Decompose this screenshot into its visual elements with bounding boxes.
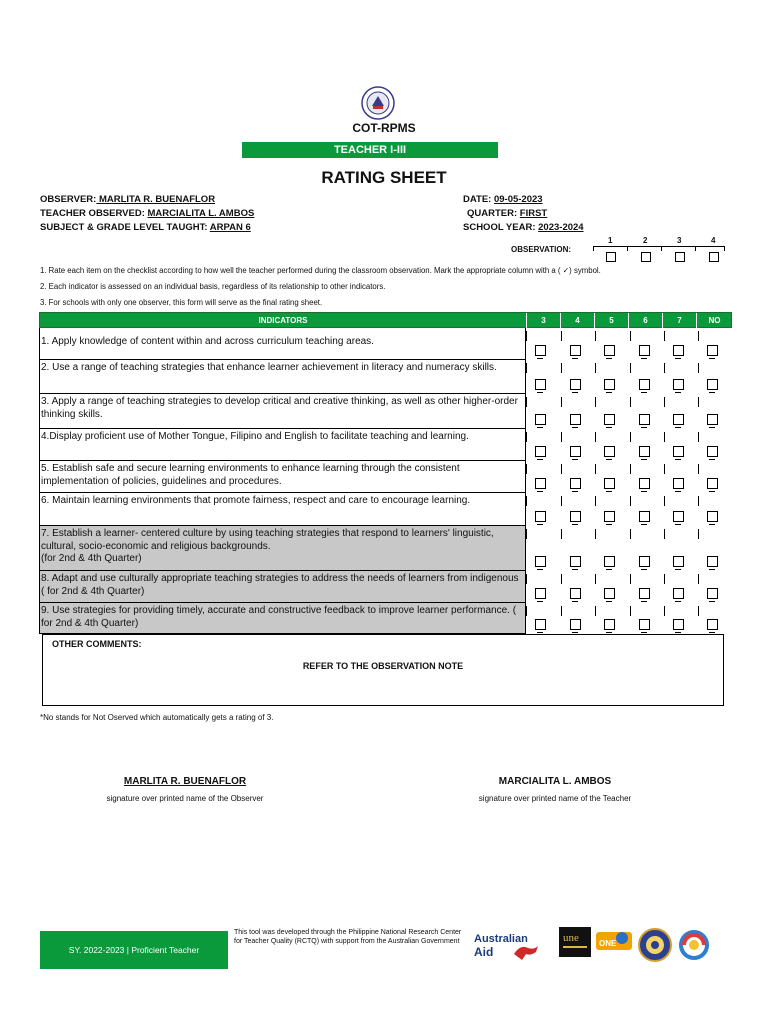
rating-checkbox-row7-col-no[interactable] — [707, 556, 718, 567]
observer-signature-role: signature over printed name of the Observer — [106, 794, 264, 803]
rating-checkbox-row1-col-4[interactable] — [570, 345, 581, 356]
rating-checkbox-row2-col-6[interactable] — [639, 379, 650, 390]
rating-checkbox-underline — [572, 491, 578, 492]
credit-text: This tool was developed through the Philippine National Research Center for Teacher Quality (RCTQ) with support from the Australian Government — [234, 929, 462, 945]
observation-divider — [661, 246, 662, 251]
rating-cell-divider — [561, 574, 562, 584]
rating-checkbox-underline — [675, 524, 681, 525]
school-year-value: 2023-2024 — [538, 222, 584, 233]
rating-checkbox-underline — [641, 459, 647, 460]
indicator-row-8 — [39, 571, 526, 603]
rating-checkbox-underline — [709, 427, 715, 428]
rating-cell-divider — [664, 397, 665, 407]
rating-cell-divider — [664, 464, 665, 474]
rating-checkbox-row1-col-3[interactable] — [535, 345, 546, 356]
rating-checkbox-row8-col-5[interactable] — [604, 588, 615, 599]
rating-checkbox-row5-col-5[interactable] — [604, 478, 615, 489]
date-label: DATE: — [463, 194, 494, 205]
observation-4-checkbox[interactable] — [709, 252, 719, 262]
teacher-line — [40, 208, 254, 219]
deped-seal-logo — [361, 86, 395, 120]
instruction-2: 2. Each indicator is assessed on an individual basis, regardless of its relationship to other indicators. — [40, 282, 386, 291]
observation-divider — [627, 246, 628, 251]
rating-checkbox-row2-col-5[interactable] — [604, 379, 615, 390]
indicator-text-4: 4.Display proficient use of Mother Tongue, Filipino and English to facilitate teaching and learning. — [41, 431, 469, 442]
rating-cell-divider — [698, 496, 699, 506]
rating-cell-divider — [561, 397, 562, 407]
indicator-row-6 — [39, 493, 526, 526]
rating-checkbox-underline — [709, 524, 715, 525]
rating-checkbox-row9-col-7[interactable] — [673, 619, 684, 630]
teacher-signature-role: signature over printed name of the Teacher — [478, 794, 632, 803]
comments-label: OTHER COMMENTS: — [52, 639, 142, 649]
rating-checkbox-row9-col-3[interactable] — [535, 619, 546, 630]
rating-checkbox-row3-col-3[interactable] — [535, 414, 546, 425]
column-header-no: NO — [708, 316, 721, 325]
quarter-value: FIRST — [519, 208, 548, 219]
rating-checkbox-row4-col-6[interactable] — [639, 446, 650, 457]
rating-checkbox-row9-col-no[interactable] — [707, 619, 718, 630]
rating-checkbox-row9-col-5[interactable] — [604, 619, 615, 630]
rating-checkbox-row5-col-4[interactable] — [570, 478, 581, 489]
rating-cell-divider — [698, 529, 699, 539]
rating-checkbox-row9-col-4[interactable] — [570, 619, 581, 630]
rating-checkbox-row3-col-no[interactable] — [707, 414, 718, 425]
observation-3-checkbox[interactable] — [675, 252, 685, 262]
rating-checkbox-row3-col-4[interactable] — [570, 414, 581, 425]
rating-checkbox-row3-col-6[interactable] — [639, 414, 650, 425]
rating-checkbox-underline — [537, 392, 543, 393]
page-title: RATING SHEET — [321, 168, 447, 187]
rating-checkbox-underline — [606, 427, 612, 428]
rating-checkbox-underline — [641, 392, 647, 393]
rating-checkbox-row1-col-5[interactable] — [604, 345, 615, 356]
rating-checkbox-underline — [641, 524, 647, 525]
rating-checkbox-underline — [537, 491, 543, 492]
rating-checkbox-row2-col-3[interactable] — [535, 379, 546, 390]
indicator-row-5 — [39, 461, 526, 493]
rating-cell-divider — [526, 496, 527, 506]
svg-text:Aid: Aid — [474, 945, 494, 959]
rating-checkbox-underline — [606, 569, 612, 570]
rating-checkbox-underline — [641, 427, 647, 428]
indicator-text-3: 3. Apply a range of teaching strategies to develop critical and creative thinking, as well as other higher-order thinking skills. — [41, 396, 518, 420]
instruction-3: 3. For schools with only one observer, this form will serve as the final rating sheet. — [40, 298, 323, 307]
rating-checkbox-row6-col-6[interactable] — [639, 511, 650, 522]
rating-checkbox-underline — [709, 459, 715, 460]
rating-cell-divider — [664, 529, 665, 539]
rating-checkbox-underline — [606, 601, 612, 602]
rating-cell-divider — [526, 574, 527, 584]
rating-cell-divider — [595, 496, 596, 506]
subject-line — [40, 222, 251, 233]
rating-checkbox-underline — [675, 358, 681, 359]
rating-cell-divider — [526, 331, 527, 341]
rating-checkbox-row9-col-6[interactable] — [639, 619, 650, 630]
rating-checkbox-underline — [675, 427, 681, 428]
observation-1-checkbox[interactable] — [606, 252, 616, 262]
rating-cell-divider — [664, 606, 665, 616]
australian-aid-logo — [474, 930, 550, 960]
rating-cell-divider — [698, 574, 699, 584]
rating-cell-divider — [630, 432, 631, 442]
rating-checkbox-underline — [572, 358, 578, 359]
rating-checkbox-underline — [709, 358, 715, 359]
quarter-line — [467, 208, 547, 219]
svg-text:ONE: ONE — [599, 939, 617, 948]
rating-checkbox-underline — [537, 569, 543, 570]
rating-checkbox-underline — [709, 491, 715, 492]
rating-checkbox-underline — [606, 632, 612, 633]
rating-checkbox-underline — [572, 427, 578, 428]
rating-checkbox-row2-col-no[interactable] — [707, 379, 718, 390]
observer-label: OBSERVER: — [40, 194, 97, 205]
rating-checkbox-underline — [572, 459, 578, 460]
indicator-text-1: 1. Apply knowledge of content within and across curriculum teaching areas. — [41, 336, 374, 347]
rating-checkbox-underline — [606, 459, 612, 460]
rating-checkbox-row4-col-5[interactable] — [604, 446, 615, 457]
rating-checkbox-row5-col-6[interactable] — [639, 478, 650, 489]
rating-checkbox-underline — [709, 632, 715, 633]
indicator-row-1 — [39, 328, 526, 360]
rating-cell-divider — [630, 606, 631, 616]
comments-body: REFER TO THE OBSERVATION NOTE — [302, 661, 464, 671]
rating-cell-divider — [561, 363, 562, 373]
rating-checkbox-row2-col-7[interactable] — [673, 379, 684, 390]
rating-cell-divider — [664, 574, 665, 584]
une-logo — [559, 927, 591, 957]
table-header — [39, 312, 732, 328]
observation-divider — [695, 246, 696, 251]
rating-checkbox-underline — [641, 569, 647, 570]
rating-checkbox-underline — [572, 569, 578, 570]
rating-cell-divider — [664, 496, 665, 506]
rating-checkbox-underline — [572, 392, 578, 393]
observation-divider — [724, 246, 725, 251]
rating-cell-divider — [526, 529, 527, 539]
rating-cell-divider — [664, 432, 665, 442]
rating-cell-divider — [595, 529, 596, 539]
indicator-text-2: 2. Use a range of teaching strategies that enhance learner achievement in literacy and numeracy skills. — [41, 362, 497, 373]
school-year-label: SCHOOL YEAR: — [463, 222, 539, 233]
indicator-row-2 — [39, 360, 526, 394]
rctq-logo — [676, 930, 712, 960]
rating-checkbox-underline — [606, 392, 612, 393]
rating-checkbox-underline — [537, 358, 543, 359]
rating-cell-divider — [561, 432, 562, 442]
rating-cell-divider — [595, 397, 596, 407]
rating-checkbox-row5-col-no[interactable] — [707, 478, 718, 489]
rating-checkbox-underline — [606, 358, 612, 359]
rating-checkbox-row8-col-6[interactable] — [639, 588, 650, 599]
rating-checkbox-underline — [641, 358, 647, 359]
column-header-6: 6 — [629, 313, 663, 329]
rating-checkbox-row7-col-6[interactable] — [639, 556, 650, 567]
date-line — [463, 194, 543, 205]
rating-checkbox-row5-col-3[interactable] — [535, 478, 546, 489]
rating-cell-divider — [526, 606, 527, 616]
indicator-text-5: 5. Establish safe and secure learning environments to enhance learning through the consistent implementation of policies, guidelines and procedures. — [41, 463, 460, 487]
rating-checkbox-row8-col-no[interactable] — [707, 588, 718, 599]
rating-cell-divider — [698, 432, 699, 442]
rating-checkbox-underline — [641, 632, 647, 633]
indicator-text-9: 9. Use strategies for providing timely, accurate and constructive feedback to improve learner performance. ( for 2nd & 4th Quarter) — [41, 605, 517, 629]
rating-cell-divider — [630, 496, 631, 506]
rating-checkbox-underline — [675, 491, 681, 492]
rating-cell-divider — [698, 606, 699, 616]
rating-checkbox-row7-col-4[interactable] — [570, 556, 581, 567]
rating-checkbox-underline — [641, 601, 647, 602]
indicator-row-9 — [39, 603, 526, 634]
rating-checkbox-row7-col-5[interactable] — [604, 556, 615, 567]
rating-checkbox-underline — [537, 427, 543, 428]
rating-checkbox-row6-col-5[interactable] — [604, 511, 615, 522]
rating-checkbox-underline — [572, 601, 578, 602]
rating-checkbox-row8-col-7[interactable] — [673, 588, 684, 599]
svg-text:une: une — [563, 932, 579, 944]
quarter-label: QUARTER: — [467, 208, 520, 219]
rating-checkbox-underline — [606, 491, 612, 492]
rating-cell-divider — [630, 529, 631, 539]
rating-checkbox-row6-col-4[interactable] — [570, 511, 581, 522]
rating-cell-divider — [561, 529, 562, 539]
rating-cell-divider — [630, 464, 631, 474]
indicator-row-3 — [39, 394, 526, 429]
observer-line — [40, 194, 215, 205]
rating-checkbox-row7-col-3[interactable] — [535, 556, 546, 567]
comments-box — [42, 634, 724, 706]
rating-cell-divider — [595, 331, 596, 341]
rating-checkbox-row4-col-3[interactable] — [535, 446, 546, 457]
subject-label: SUBJECT & GRADE LEVEL TAUGHT: — [40, 222, 210, 233]
rating-cell-divider — [595, 574, 596, 584]
rating-cell-divider — [698, 397, 699, 407]
rating-cell-divider — [698, 464, 699, 474]
deped-seal-icon — [638, 928, 672, 962]
rating-checkbox-underline — [675, 569, 681, 570]
rating-cell-divider — [630, 574, 631, 584]
indicator-text-6: 6. Maintain learning environments that promote fairness, respect and care to encourage learning. — [41, 495, 471, 506]
instruction-1: 1. Rate each item on the checklist according to how well the teacher performed during the classroom observation. Mark the appropriate column with a ( ✓) symbol. — [40, 266, 601, 275]
observation-number-2: 2 — [643, 236, 648, 245]
level-banner: TEACHER I-III — [242, 142, 498, 158]
rating-checkbox-row4-col-7[interactable] — [673, 446, 684, 457]
rating-checkbox-underline — [709, 601, 715, 602]
rating-checkbox-row8-col-3[interactable] — [535, 588, 546, 599]
rating-cell-divider — [630, 331, 631, 341]
rating-checkbox-row1-col-no[interactable] — [707, 345, 718, 356]
rating-checkbox-row1-col-7[interactable] — [673, 345, 684, 356]
rating-cell-divider — [595, 606, 596, 616]
proficiency-badge: SY. 2022-2023 | Proficient Teacher — [40, 931, 228, 969]
observation-number-1: 1 — [608, 236, 613, 245]
rating-checkbox-underline — [675, 459, 681, 460]
rating-checkbox-row5-col-7[interactable] — [673, 478, 684, 489]
rating-checkbox-row4-col-4[interactable] — [570, 446, 581, 457]
rating-checkbox-underline — [709, 569, 715, 570]
observation-divider — [593, 246, 594, 251]
column-header-7: 7 — [663, 313, 697, 329]
school-year-line — [463, 222, 584, 233]
rating-cell-divider — [664, 331, 665, 341]
rating-checkbox-underline — [537, 632, 543, 633]
observation-2-checkbox[interactable] — [641, 252, 651, 262]
rating-checkbox-underline — [537, 459, 543, 460]
indicator-text-7: 7. Establish a learner- centered culture by using teaching strategies that respond to learners' linguistic, cultural, socio-economic and religious backgrounds. (for 2nd & 4th Quarter) — [41, 528, 494, 564]
column-header-4: 4 — [561, 313, 595, 329]
rating-cell-divider — [561, 331, 562, 341]
rating-cell-divider — [595, 464, 596, 474]
rating-checkbox-row3-col-5[interactable] — [604, 414, 615, 425]
rating-checkbox-row1-col-6[interactable] — [639, 345, 650, 356]
date-value: 09-05-2023 — [493, 194, 543, 205]
rating-checkbox-row7-col-7[interactable] — [673, 556, 684, 567]
rating-cell-divider — [664, 363, 665, 373]
rating-checkbox-underline — [606, 524, 612, 525]
column-header-5: 5 — [595, 313, 629, 329]
column-header-3: 3 — [527, 313, 561, 329]
rating-checkbox-row6-col-no[interactable] — [707, 511, 718, 522]
indicator-text-8: 8. Adapt and use culturally appropriate teaching strategies to address the needs of learners from indigenous ( for 2nd & 4th Quarter) — [41, 573, 519, 597]
rating-checkbox-row8-col-4[interactable] — [570, 588, 581, 599]
rating-cell-divider — [526, 363, 527, 373]
rating-checkbox-underline — [675, 632, 681, 633]
observer-signature-name: MARLITA R. BUENAFLOR — [123, 776, 247, 787]
observer-value: MARLITA R. BUENAFLOR — [96, 194, 216, 205]
rating-checkbox-row4-col-no[interactable] — [707, 446, 718, 457]
rating-cell-divider — [630, 363, 631, 373]
seameo-logo — [596, 928, 632, 954]
rating-checkbox-underline — [641, 491, 647, 492]
rating-checkbox-underline — [709, 392, 715, 393]
teacher-signature-name: MARCIALITA L. AMBOS — [498, 776, 612, 787]
rating-checkbox-row3-col-7[interactable] — [673, 414, 684, 425]
svg-text:Australian: Australian — [474, 933, 528, 945]
rating-checkbox-underline — [537, 524, 543, 525]
rating-cell-divider — [526, 397, 527, 407]
observation-number-4: 4 — [711, 236, 716, 245]
rating-checkbox-underline — [675, 601, 681, 602]
rating-checkbox-underline — [572, 524, 578, 525]
rating-checkbox-underline — [675, 392, 681, 393]
subject-value: ARPAN 6 — [209, 222, 251, 233]
rating-cell-divider — [595, 432, 596, 442]
indicator-row-7 — [39, 526, 526, 571]
indicators-header: INDICATORS — [40, 313, 527, 329]
footnote: *No stands for Not Oserved which automatically gets a rating of 3. — [40, 713, 274, 722]
indicator-row-4 — [39, 429, 526, 461]
rating-checkbox-row2-col-4[interactable] — [570, 379, 581, 390]
rating-cell-divider — [561, 464, 562, 474]
rating-cell-divider — [698, 331, 699, 341]
program-title: COT-RPMS — [352, 121, 416, 135]
rating-checkbox-underline — [537, 601, 543, 602]
rating-cell-divider — [526, 464, 527, 474]
rating-cell-divider — [595, 363, 596, 373]
rating-cell-divider — [526, 432, 527, 442]
teacher-value: MARCIALITA L. AMBOS — [147, 208, 255, 219]
rating-cell-divider — [561, 496, 562, 506]
rating-checkbox-row6-col-7[interactable] — [673, 511, 684, 522]
teacher-label: TEACHER OBSERVED: — [40, 208, 148, 219]
rating-checkbox-underline — [572, 632, 578, 633]
observation-label: OBSERVATION: — [511, 245, 572, 254]
rating-cell-divider — [630, 397, 631, 407]
rating-cell-divider — [698, 363, 699, 373]
observation-number-3: 3 — [677, 236, 682, 245]
rating-checkbox-row6-col-3[interactable] — [535, 511, 546, 522]
rating-cell-divider — [561, 606, 562, 616]
